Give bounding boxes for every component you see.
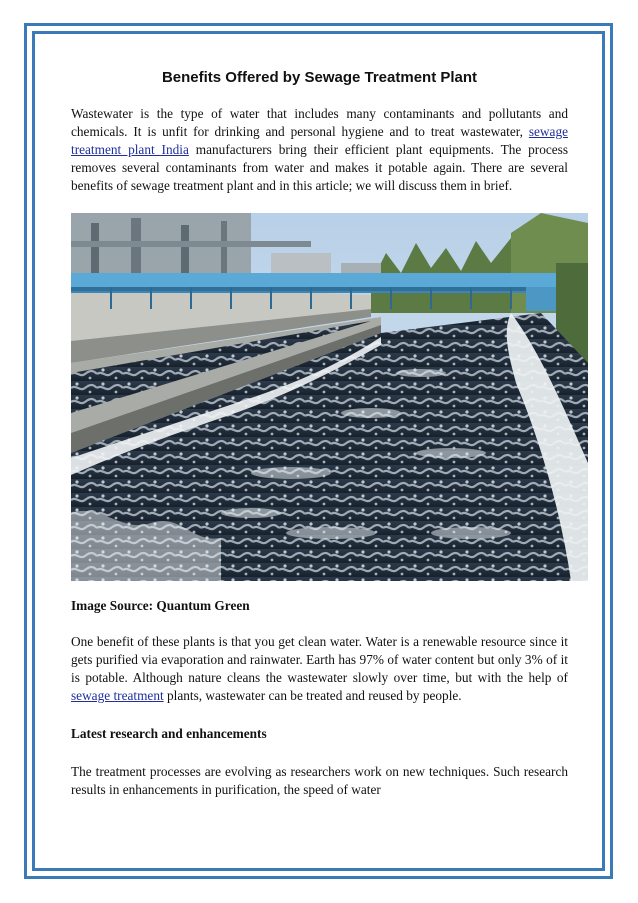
benefit-text-start: One benefit of these plants is that you get clean water. Water is a renewable resource since it gets purified via evaporation and rainwater. Earth has 97% of water content but only 3% of it is potable. Although nature cleans the wastewater slowly over time, but with the help of: [71, 634, 568, 685]
intro-paragraph: [71, 105, 568, 195]
benefit-paragraph: [71, 633, 568, 705]
sewage-plant-photo: [71, 213, 588, 581]
benefit-text-end: plants, wastewater can be treated and reused by people.: [163, 688, 462, 703]
sewage-treatment-link[interactable]: sewage treatment: [71, 688, 164, 703]
image-source-caption: Image Source: Quantum Green: [71, 598, 250, 613]
research-paragraph: The treatment processes are evolving as researchers work on new techniques. Such research results in enhancements in purification, the speed of water: [71, 764, 568, 797]
sewage-treatment-plant-india-link[interactable]: sewage treatment plant India: [71, 124, 568, 157]
document-title: Benefits Offered by Sewage Treatment Plant: [161, 69, 478, 86]
intro-text-start: Wastewater is the type of water that includes many contaminants and pollutants and chemicals. It is unfit for drinking and personal hygiene and to treat wastewater,: [71, 106, 568, 139]
intro-text-end: manufacturers bring their efficient plant equipments. The process removes several contaminants from water and makes it potable again. There are several benefits of sewage treatment plant and in this article; we will discuss them in brief.: [71, 142, 569, 193]
section-heading-research: Latest research and enhancements: [71, 726, 267, 741]
document-content: [71, 68, 568, 799]
